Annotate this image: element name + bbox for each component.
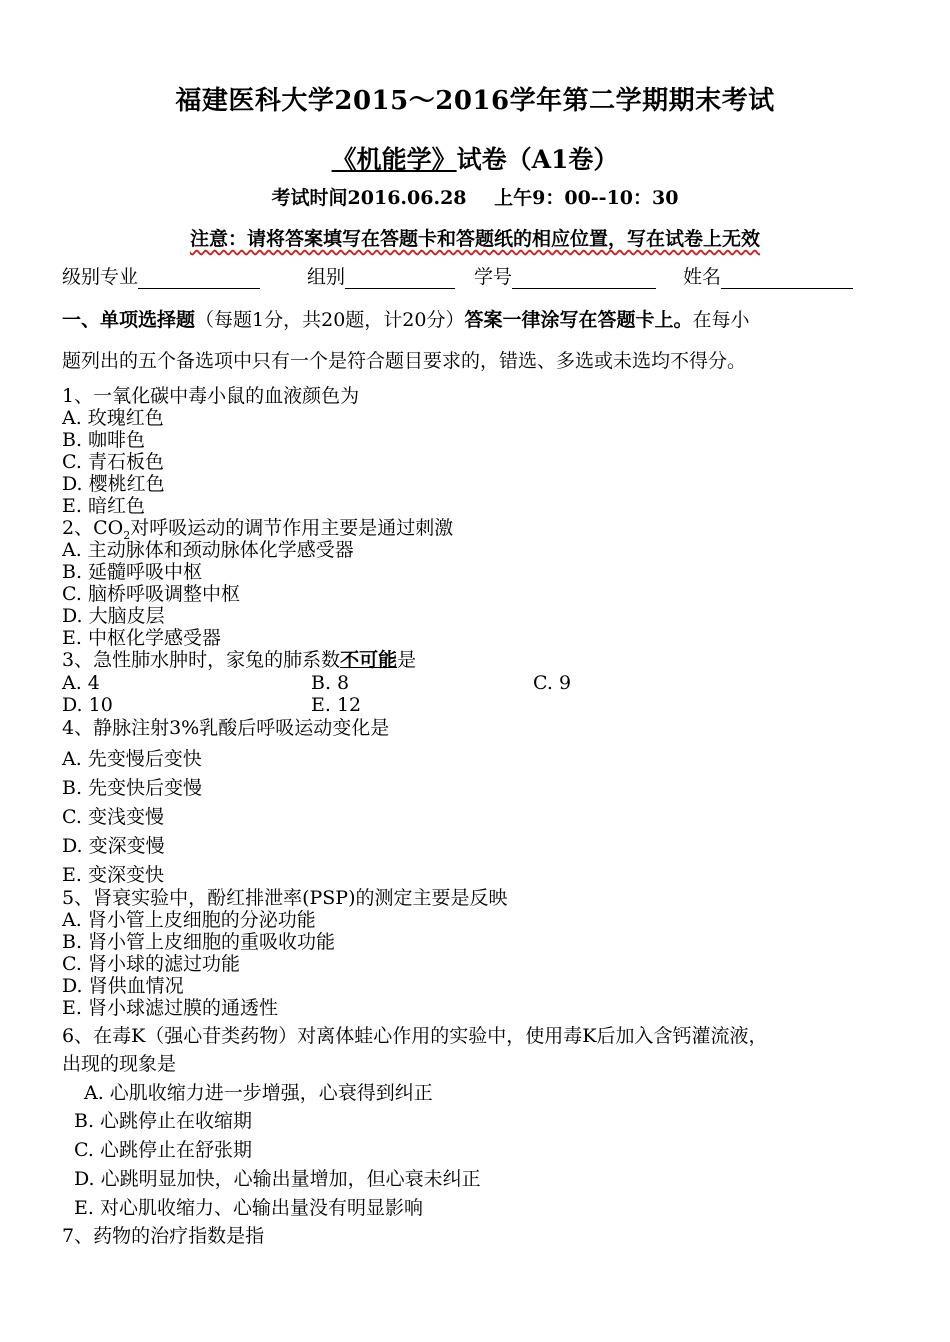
group-label: 组别 (307, 266, 346, 288)
section1-scoring: （每题1分，共20题，计20分） (195, 309, 465, 331)
group-blank[interactable] (345, 268, 455, 289)
question-5-option-d: D. 肾供血情况 (62, 975, 184, 997)
question-2-option-a: A. 主动脉体和颈动脉体化学感受器 (62, 539, 354, 561)
question-6-option-a: A. 心肌收缩力进一步增强，心衰得到纠正 (84, 1082, 433, 1104)
question-4-option-e: E. 变深变快 (62, 864, 164, 886)
section1-answer-rule: 答案一律涂写在答题卡上。 (464, 309, 693, 331)
question-1-option-c: C. 青石板色 (62, 451, 164, 473)
question-1-stem: 1、一氧化碳中毒小鼠的血液颜色为 (62, 385, 360, 407)
question-4-stem: 4、静脉注射3%乳酸后呼吸运动变化是 (62, 717, 390, 739)
question-3-option-c: C. 9 (533, 672, 572, 694)
question-3-stem-post: 是 (397, 649, 417, 671)
question-2-subscript: 2 (123, 528, 131, 542)
major-blank[interactable] (138, 268, 260, 289)
question-4-option-d: D. 变深变慢 (62, 835, 165, 857)
question-2-stem-post: 对呼吸运动的调节作用主要是通过刺激 (130, 517, 454, 539)
question-5-option-a: A. 肾小管上皮细胞的分泌功能 (62, 909, 316, 931)
question-5-stem: 5、肾衰实验中，酚红排泄率(PSP)的测定主要是反映 (62, 887, 508, 909)
question-3-option-d: D. 10 (62, 694, 113, 716)
question-2-option-c: C. 脑桥呼吸调整中枢 (62, 583, 240, 605)
question-3-option-e: E. 12 (311, 694, 362, 716)
major-field (62, 262, 260, 289)
course-name: 《机能学》 (331, 145, 457, 174)
question-5-option-b: B. 肾小管上皮细胞的重吸收功能 (62, 931, 336, 953)
question-3-option-b: B. 8 (311, 672, 350, 694)
section1-instruction: 题列出的五个备选项中只有一个是符合题目要求的，错选、多选或未选均不得分。 (62, 350, 747, 372)
question-6-option-b: B. 心跳停止在收缩期 (74, 1110, 253, 1132)
notice-text: 注意：请将答案填写在答题卡和答题纸的相应位置，写在试卷上无效 (189, 228, 760, 250)
exam-time: 考试时间2016.06.28 上午9：00--10：30 (271, 187, 679, 209)
section1-heading (62, 305, 892, 332)
question-2-option-d: D. 大脑皮层 (62, 605, 165, 627)
question-4-option-b: B. 先变快后变慢 (62, 777, 203, 799)
question-3-option-a: A. 4 (62, 672, 100, 694)
paper-version: 试卷（A1卷） (456, 145, 619, 174)
question-7-stem: 7、药物的治疗指数是指 (62, 1225, 265, 1247)
question-3-stem-pre: 3、急性肺水肿时，家兔的肺系数 (62, 649, 341, 671)
student-id-label: 学号 (474, 266, 513, 288)
question-5-option-e: E. 肾小球滤过膜的通透性 (62, 997, 278, 1019)
question-1-option-a: A. 玫瑰红色 (62, 407, 164, 429)
paper-subtitle (0, 140, 950, 176)
section1-instruction-a: 在每小 (692, 309, 750, 331)
question-2-stem-pre: 2、CO (62, 517, 124, 539)
question-3-stem (62, 649, 416, 671)
exam-title: 福建医科大学2015～2016学年第二学期期末考试 (175, 86, 775, 116)
major-label: 级别专业 (62, 266, 139, 288)
question-1-option-d: D. 樱桃红色 (62, 473, 165, 495)
question-3-emphasis: 不可能 (340, 649, 398, 671)
question-4-option-c: C. 变浅变慢 (62, 806, 164, 828)
name-field (683, 262, 853, 289)
student-id-blank[interactable] (512, 268, 656, 289)
group-field (307, 262, 455, 289)
question-6-stem-line2: 出现的现象是 (62, 1053, 177, 1075)
question-6-option-e: E. 对心肌收缩力、心输出量没有明显影响 (74, 1197, 423, 1219)
name-blank[interactable] (721, 268, 853, 289)
question-6-option-c: C. 心跳停止在舒张期 (74, 1139, 252, 1161)
section1-title: 一、单项选择题 (62, 309, 196, 331)
question-6-stem-line1: 6、在毒K（强心苷类药物）对离体蛙心作用的实验中，使用毒K后加入含钙灌流液， (62, 1025, 768, 1047)
name-label: 姓名 (683, 266, 722, 288)
question-4-option-a: A. 先变慢后变快 (62, 748, 202, 770)
question-2-option-e: E. 中枢化学感受器 (62, 627, 221, 649)
question-6-option-d: D. 心跳明显加快，心输出量增加，但心衰未纠正 (74, 1168, 481, 1190)
question-2-option-b: B. 延髓呼吸中枢 (62, 561, 203, 583)
student-id-field (474, 262, 656, 289)
question-1-option-e: E. 暗红色 (62, 495, 145, 517)
question-1-option-b: B. 咖啡色 (62, 429, 146, 451)
exam-notice (0, 224, 950, 251)
question-5-option-c: C. 肾小球的滤过功能 (62, 953, 240, 975)
